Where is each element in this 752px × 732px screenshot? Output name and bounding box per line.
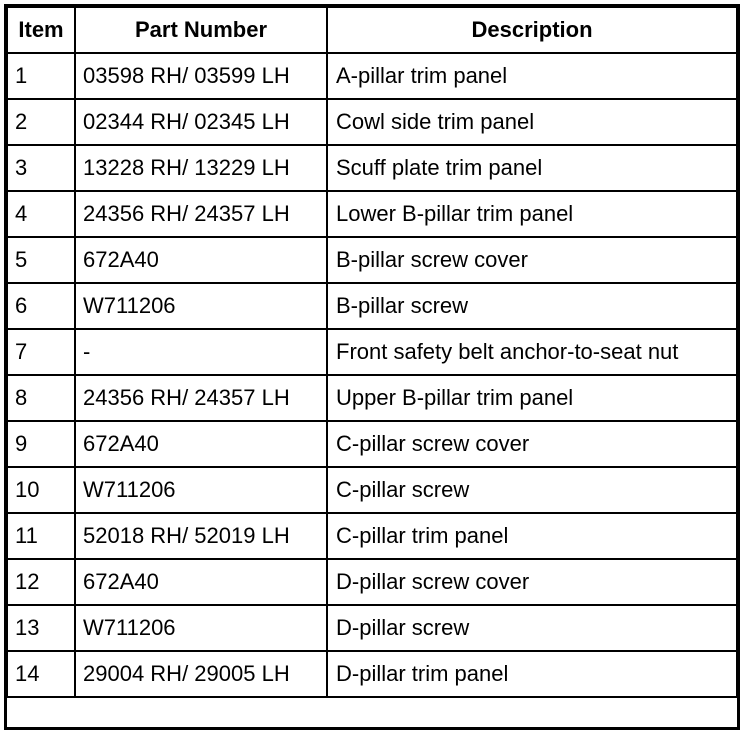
cell-item: 1 [7, 53, 75, 99]
header-part-number: Part Number [75, 7, 327, 53]
cell-part-number: 03598 RH/ 03599 LH [75, 53, 327, 99]
cell-part-number: - [75, 329, 327, 375]
cell-part-number: 24356 RH/ 24357 LH [75, 191, 327, 237]
cell-part-number: 672A40 [75, 421, 327, 467]
cell-part-number: 672A40 [75, 237, 327, 283]
header-item: Item [7, 7, 75, 53]
cell-description: D-pillar trim panel [327, 651, 737, 697]
cell-part-number: 52018 RH/ 52019 LH [75, 513, 327, 559]
table-body [7, 53, 737, 697]
cell-description: C-pillar trim panel [327, 513, 737, 559]
cell-part-number: 02344 RH/ 02345 LH [75, 99, 327, 145]
table-row [7, 375, 737, 421]
table-row [7, 99, 737, 145]
table-row [7, 513, 737, 559]
cell-item: 11 [7, 513, 75, 559]
cell-description: B-pillar screw cover [327, 237, 737, 283]
cell-description: A-pillar trim panel [327, 53, 737, 99]
cell-part-number: W711206 [75, 283, 327, 329]
cell-part-number: 29004 RH/ 29005 LH [75, 651, 327, 697]
cell-item: 2 [7, 99, 75, 145]
cell-item: 9 [7, 421, 75, 467]
cell-item: 6 [7, 283, 75, 329]
cell-description: B-pillar screw [327, 283, 737, 329]
cell-item: 7 [7, 329, 75, 375]
cell-item: 13 [7, 605, 75, 651]
cell-item: 8 [7, 375, 75, 421]
table-row [7, 329, 737, 375]
cell-part-number: W711206 [75, 467, 327, 513]
cell-description: C-pillar screw cover [327, 421, 737, 467]
cell-item: 12 [7, 559, 75, 605]
cell-part-number: 24356 RH/ 24357 LH [75, 375, 327, 421]
table-row [7, 191, 737, 237]
cell-item: 10 [7, 467, 75, 513]
table-row [7, 467, 737, 513]
cell-item: 5 [7, 237, 75, 283]
parts-table [6, 6, 738, 698]
cell-description: Front safety belt anchor-to-seat nut [327, 329, 737, 375]
cell-part-number: 13228 RH/ 13229 LH [75, 145, 327, 191]
header-description: Description [327, 7, 737, 53]
table-row [7, 53, 737, 99]
cell-description: Scuff plate trim panel [327, 145, 737, 191]
table-row [7, 651, 737, 697]
cell-description: Upper B-pillar trim panel [327, 375, 737, 421]
cell-item: 14 [7, 651, 75, 697]
cell-description: D-pillar screw [327, 605, 737, 651]
table-row [7, 283, 737, 329]
cell-description: Cowl side trim panel [327, 99, 737, 145]
cell-part-number: 672A40 [75, 559, 327, 605]
table-header-row [7, 7, 737, 53]
cell-description: D-pillar screw cover [327, 559, 737, 605]
table-row [7, 421, 737, 467]
cell-description: C-pillar screw [327, 467, 737, 513]
cell-description: Lower B-pillar trim panel [327, 191, 737, 237]
table-row [7, 605, 737, 651]
cell-part-number: W711206 [75, 605, 327, 651]
table-row [7, 559, 737, 605]
table-row [7, 237, 737, 283]
cell-item: 3 [7, 145, 75, 191]
cell-item: 4 [7, 191, 75, 237]
table-row [7, 145, 737, 191]
